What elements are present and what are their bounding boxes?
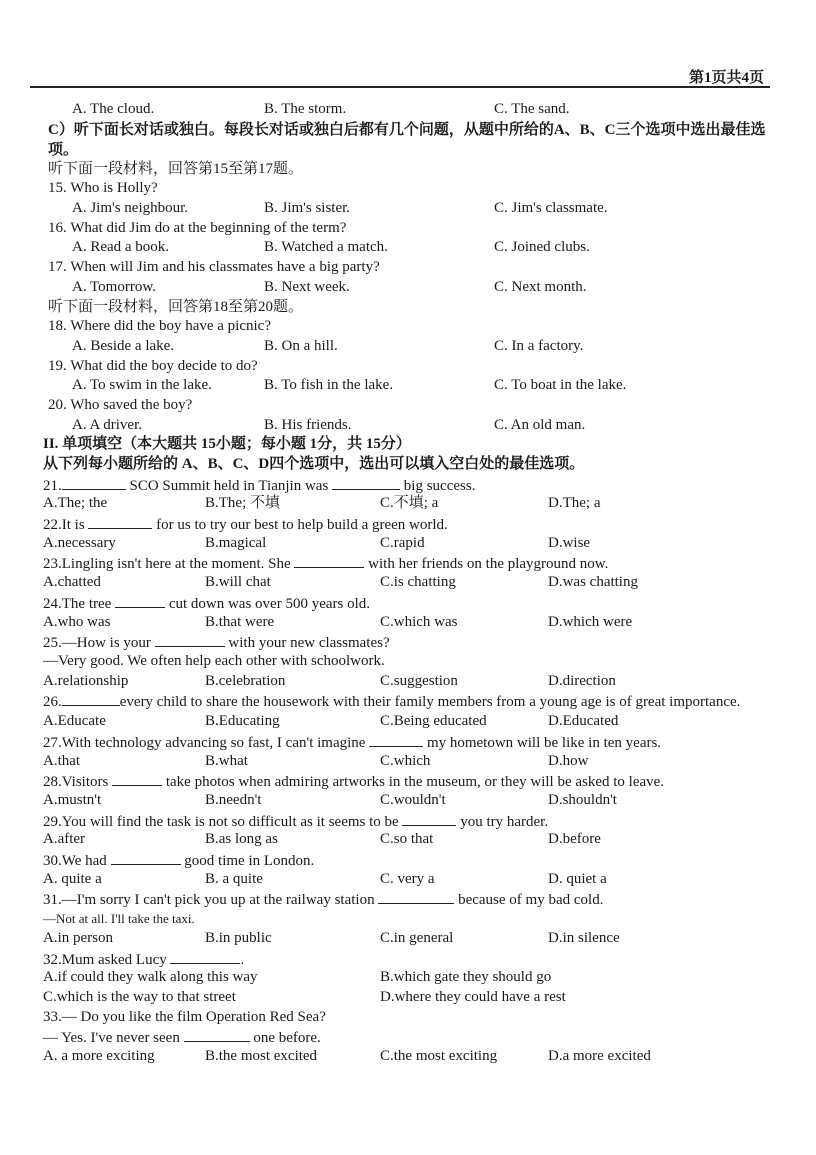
option-b: B. Next week. [264, 278, 350, 295]
option-c: C.so that [380, 831, 434, 848]
option-b: B.in public [205, 929, 272, 946]
q15-options [48, 199, 768, 219]
option-d: D.The; a [548, 495, 601, 512]
question-15: 15. Who is Holly? [48, 180, 158, 197]
answer-blank [369, 732, 423, 747]
option-c: C.不填; a [380, 495, 439, 512]
option-b: B.needn't [205, 792, 262, 808]
q30-options [43, 870, 768, 890]
answer-blank [112, 771, 162, 786]
q-text: every child to share the housework with their family members from a young age is of great importance. [119, 694, 741, 711]
option-d: D.where they could have a rest [380, 988, 566, 1005]
option-a: A.relationship [43, 672, 129, 689]
q-text: my hometown will be like in ten years. [423, 734, 662, 751]
option-a: A. quite a [43, 870, 102, 887]
question-23 [43, 553, 768, 573]
q-text: for us to try our best to help build a green world. [152, 517, 448, 534]
question-22 [43, 514, 768, 534]
question-18: 18. Where did the boy have a picnic? [48, 318, 271, 335]
q-text: 25.—How is your [43, 635, 155, 652]
q33-reply [43, 1027, 768, 1047]
section-c-instruction: C）听下面长对话或独白。每段长对话或独白后都有几个问题，从题中所给的A、B、C三个选项中选出最佳选项。 [48, 121, 766, 158]
q-text: 27.With technology advancing so fast, I can't imagine [43, 734, 370, 751]
q20-options [48, 416, 768, 436]
q31-reply: —Not at all. I'll take the taxi. [43, 911, 195, 927]
question-33: 33.— Do you like the film Operation Red Sea? [43, 1008, 326, 1025]
option-d: D.which were [548, 613, 633, 630]
q25-reply: —Very good. We often help each other with schoolwork. [43, 652, 385, 669]
option-a: A. Jim's neighbour. [72, 200, 189, 217]
q-text: 24.The tree [43, 595, 116, 612]
option-b: B. His friends. [264, 416, 352, 433]
option-d: D.how [548, 752, 589, 769]
option-d: D.direction [548, 672, 616, 689]
option-a: A.chatted [43, 574, 101, 591]
option-a: A. A driver. [72, 416, 142, 433]
option-c: C.rapid [380, 534, 425, 551]
q-text: 29.You will find the task is not so difficult as it seems to be [43, 813, 403, 830]
set-1-heading: 听下面一段材料，回答第15至第17题。 [48, 160, 304, 177]
option-b: B. a quite [205, 870, 263, 887]
option-d: D.shouldn't [548, 792, 617, 808]
option-d: D.a more excited [548, 1047, 651, 1064]
q-text: good time in London. [180, 853, 315, 870]
q-text: cut down was over 500 years old. [165, 595, 371, 612]
q19-options [48, 376, 768, 396]
option-b: B.the most excited [205, 1047, 318, 1064]
option-b: B.that were [205, 613, 275, 630]
option-b: B.what [205, 752, 248, 769]
q32-options-row-1 [43, 968, 768, 988]
option-b: B. Jim's sister. [264, 200, 351, 217]
option-c: C.which was [380, 613, 458, 630]
q14-options [48, 100, 768, 120]
option-a: A.The; the [43, 495, 108, 512]
option-a: A. Tomorrow. [72, 278, 156, 295]
q25-options [43, 672, 768, 692]
question-25 [43, 632, 768, 652]
option-b: B. Watched a match. [264, 239, 388, 256]
option-c: C.in general [380, 929, 454, 946]
option-c: C.suggestion [380, 672, 458, 689]
answer-blank [111, 850, 181, 865]
option-b: B.The; 不填 [205, 495, 280, 512]
option-a: A.mustn't [43, 792, 102, 808]
option-b: B.which gate they should go [380, 969, 552, 986]
q22-options [43, 534, 768, 554]
q-text: one before. [249, 1030, 321, 1047]
option-d: D.Educated [548, 713, 619, 730]
question-17: 17. When will Jim and his classmates have a big party? [48, 259, 380, 276]
option-b: B.Educating [205, 713, 280, 730]
q29-options [43, 830, 768, 850]
q26-options [43, 712, 768, 732]
question-19: 19. What did the boy decide to do? [48, 357, 258, 374]
answer-blank [170, 949, 240, 964]
option-c: C.is chatting [380, 574, 456, 591]
answer-blank [402, 811, 456, 826]
option-b: B.magical [205, 534, 267, 551]
option-b: B. The storm. [264, 101, 347, 117]
answer-blank [184, 1027, 250, 1042]
option-b: B. To fish in the lake. [264, 377, 394, 394]
option-a: A. To swim in the lake. [72, 377, 212, 394]
option-c: C. very a [380, 870, 435, 887]
q23-options [43, 573, 768, 593]
q-text: because of my bad cold. [454, 892, 604, 909]
option-c: C.which is the way to that street [43, 988, 236, 1005]
option-a: A.who was [43, 613, 111, 630]
q24-options [43, 613, 768, 633]
q-number: 21. [43, 477, 62, 494]
q-text: 28.Visitors [43, 774, 113, 791]
answer-blank [155, 632, 225, 647]
q-text: 22.It is [43, 517, 89, 534]
question-26 [43, 691, 768, 712]
q18-options [48, 337, 768, 357]
answer-blank [88, 514, 152, 529]
question-20: 20. Who saved the boy? [48, 396, 193, 413]
q-text: 30.We had [43, 853, 111, 870]
q-text: with your new classmates? [224, 635, 390, 652]
question-29 [43, 811, 768, 831]
header-rule [30, 86, 770, 88]
question-21 [43, 475, 768, 495]
option-c: C.wouldn't [380, 792, 446, 808]
option-a: A.necessary [43, 534, 116, 551]
answer-blank [378, 889, 454, 904]
option-a: A.that [43, 752, 81, 769]
answer-blank [62, 475, 126, 490]
answer-blank [115, 593, 165, 608]
q-text: 31.—I'm sorry I can't pick you up at the railway station [43, 892, 379, 909]
question-28 [43, 771, 768, 791]
q32-options-row-2 [43, 988, 768, 1008]
option-d: D. quiet a [548, 870, 607, 887]
q16-options [48, 238, 768, 258]
q-text: 23.Lingling isn't here at the moment. She [43, 556, 295, 573]
option-d: D.was chatting [548, 574, 638, 591]
option-b: B.as long as [205, 831, 278, 848]
question-30 [43, 850, 768, 870]
option-c: C. Jim's classmate. [494, 200, 608, 217]
option-c: C. In a factory. [494, 337, 584, 354]
option-a: A. a more exciting [43, 1047, 155, 1064]
option-a: A. Beside a lake. [72, 337, 175, 354]
set-2-heading: 听下面一段材料，回答第18至第20题。 [48, 298, 304, 315]
option-c: C. Joined clubs. [494, 239, 590, 256]
q28-options [43, 791, 768, 811]
answer-blank [332, 475, 400, 490]
q33-options [43, 1047, 768, 1067]
option-c: C. Next month. [494, 278, 587, 295]
option-c: C. To boat in the lake. [494, 377, 627, 394]
option-a: A. Read a book. [72, 239, 170, 256]
q-text: with her friends on the playground now. [364, 556, 609, 573]
option-c: C.which [380, 752, 431, 769]
q-text: take photos when admiring artworks in the museum, or they will be asked to leave. [162, 774, 665, 791]
part-2-instruction: 从下列每小题所给的 A、B、C、D四个选项中，选出可以填入空白处的最佳选项。 [43, 456, 585, 472]
option-b: B.celebration [205, 672, 286, 689]
q21-options [43, 494, 768, 514]
q-text: SCO Summit held in Tianjin was [125, 477, 333, 494]
option-d: D.in silence [548, 929, 620, 946]
q-text: 32.Mum asked Lucy [43, 951, 171, 968]
q17-options [48, 278, 768, 298]
option-c: C.Being educated [380, 713, 487, 730]
option-a: A. The cloud. [72, 101, 155, 117]
exam-page [43, 100, 768, 1067]
q-number: 26. [43, 694, 62, 711]
option-b: B. On a hill. [264, 337, 338, 354]
q-text: . [240, 951, 245, 968]
option-a: A.Educate [43, 713, 106, 730]
question-31 [43, 889, 768, 909]
question-16: 16. What did Jim do at the beginning of the term? [48, 219, 347, 236]
question-24 [43, 593, 768, 613]
part-2-title: II. 单项填空（本大题共 15小题；每小题 1分，共 15分） [43, 436, 411, 453]
option-c: C. The sand. [494, 101, 570, 117]
option-a: A.if could they walk along this way [43, 969, 258, 986]
option-c: C. An old man. [494, 416, 586, 433]
option-a: A.in person [43, 929, 113, 946]
q31-options [43, 929, 768, 949]
option-c: C.the most exciting [380, 1047, 498, 1064]
answer-blank [294, 553, 364, 568]
answer-blank [62, 691, 120, 706]
q-text: you try harder. [456, 813, 549, 830]
option-d: D.wise [548, 534, 591, 551]
q-text: big success. [400, 477, 476, 494]
option-a: A.after [43, 831, 86, 848]
question-32 [43, 949, 768, 969]
q-text: — Yes. I've never seen [43, 1030, 184, 1047]
question-27 [43, 732, 768, 752]
q27-options [43, 752, 768, 772]
option-d: D.before [548, 831, 601, 848]
option-b: B.will chat [205, 574, 271, 591]
page-number: 第1页共4页 [688, 70, 764, 86]
